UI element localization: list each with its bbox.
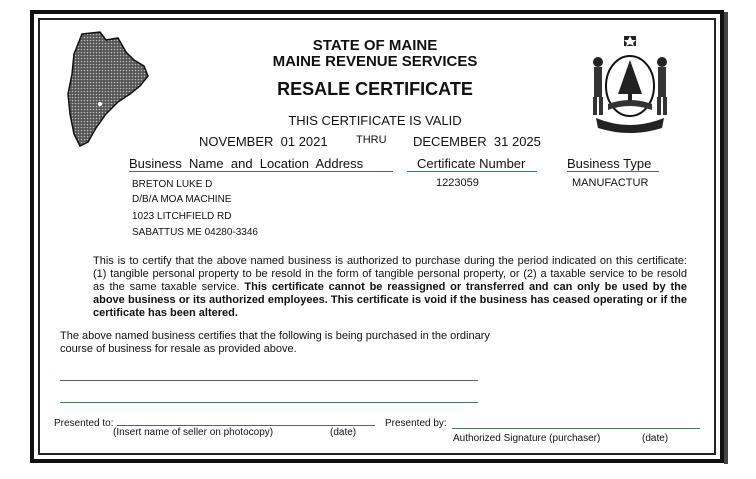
column-business-type: Business Type [567,156,652,171]
border-shadow [724,12,728,464]
certification-paragraph [93,255,687,320]
seller-date-label: (date) [330,427,357,438]
presented-to-label: Presented to: [54,418,114,429]
certificate-title: RESALE CERTIFICATE [277,79,473,99]
business-city-line: SABATTUS ME 04280-3346 [132,227,258,238]
header-underline-number [407,171,537,172]
purchase-line-2 [60,402,478,403]
maine-map-icon [62,30,152,148]
seal-motto: MAINE [618,118,642,125]
certification-bold: This certificate cannot be reassigned or transferred and can only be used by the above business or its authorized employees. This certificate is void if the business has ceased operating or if the certificate has been altered. [93,281,687,319]
header-underline-business [129,171,393,172]
state-heading: STATE OF MAINE [312,37,438,54]
maine-seal-icon [584,34,676,134]
business-name-line: BRETON LUKE D [132,179,213,190]
column-certificate-number: Certificate Number [417,156,526,171]
valid-from-date: NOVEMBER 01 2021 [199,134,328,149]
purchase-line-1 [60,380,478,381]
purchase-statement: The above named business certifies that the following is being purchased in the ordinary course of business for resale as provided above. [60,330,490,355]
seller-signature-line [117,425,375,426]
business-street-line: 1023 LITCHFIELD RD [132,211,232,222]
header-underline-type [567,171,659,172]
valid-to-date: DECEMBER 31 2025 [413,134,541,149]
column-business-name: Business Name and Location Address [129,156,364,171]
seller-instruction: (Insert name of seller on photocopy) [113,427,274,438]
purchaser-date-label: (date) [642,433,669,444]
valid-thru-label: THRU [356,134,387,146]
department-heading: MAINE REVENUE SERVICES [272,53,478,70]
business-type-value: MANUFACTUR [572,177,649,189]
presented-by-label: Presented by: [385,418,447,429]
validity-label: THIS CERTIFICATE IS VALID [288,113,462,128]
business-dba-line: D/B/A MOA MACHINE [132,194,232,205]
certification-intro: This is to certify that the above named business is authorized to purchase during the period indicated on this certificate: (1) tangible personal property to be resold in the form of tangible personal property, or (2) a taxable service to be resold as the same taxable service. [93,255,687,293]
certificate-number-value: 1223059 [436,177,479,189]
purchaser-signature-line [452,428,700,429]
authorized-signature-label: Authorized Signature (purchaser) [453,433,601,444]
